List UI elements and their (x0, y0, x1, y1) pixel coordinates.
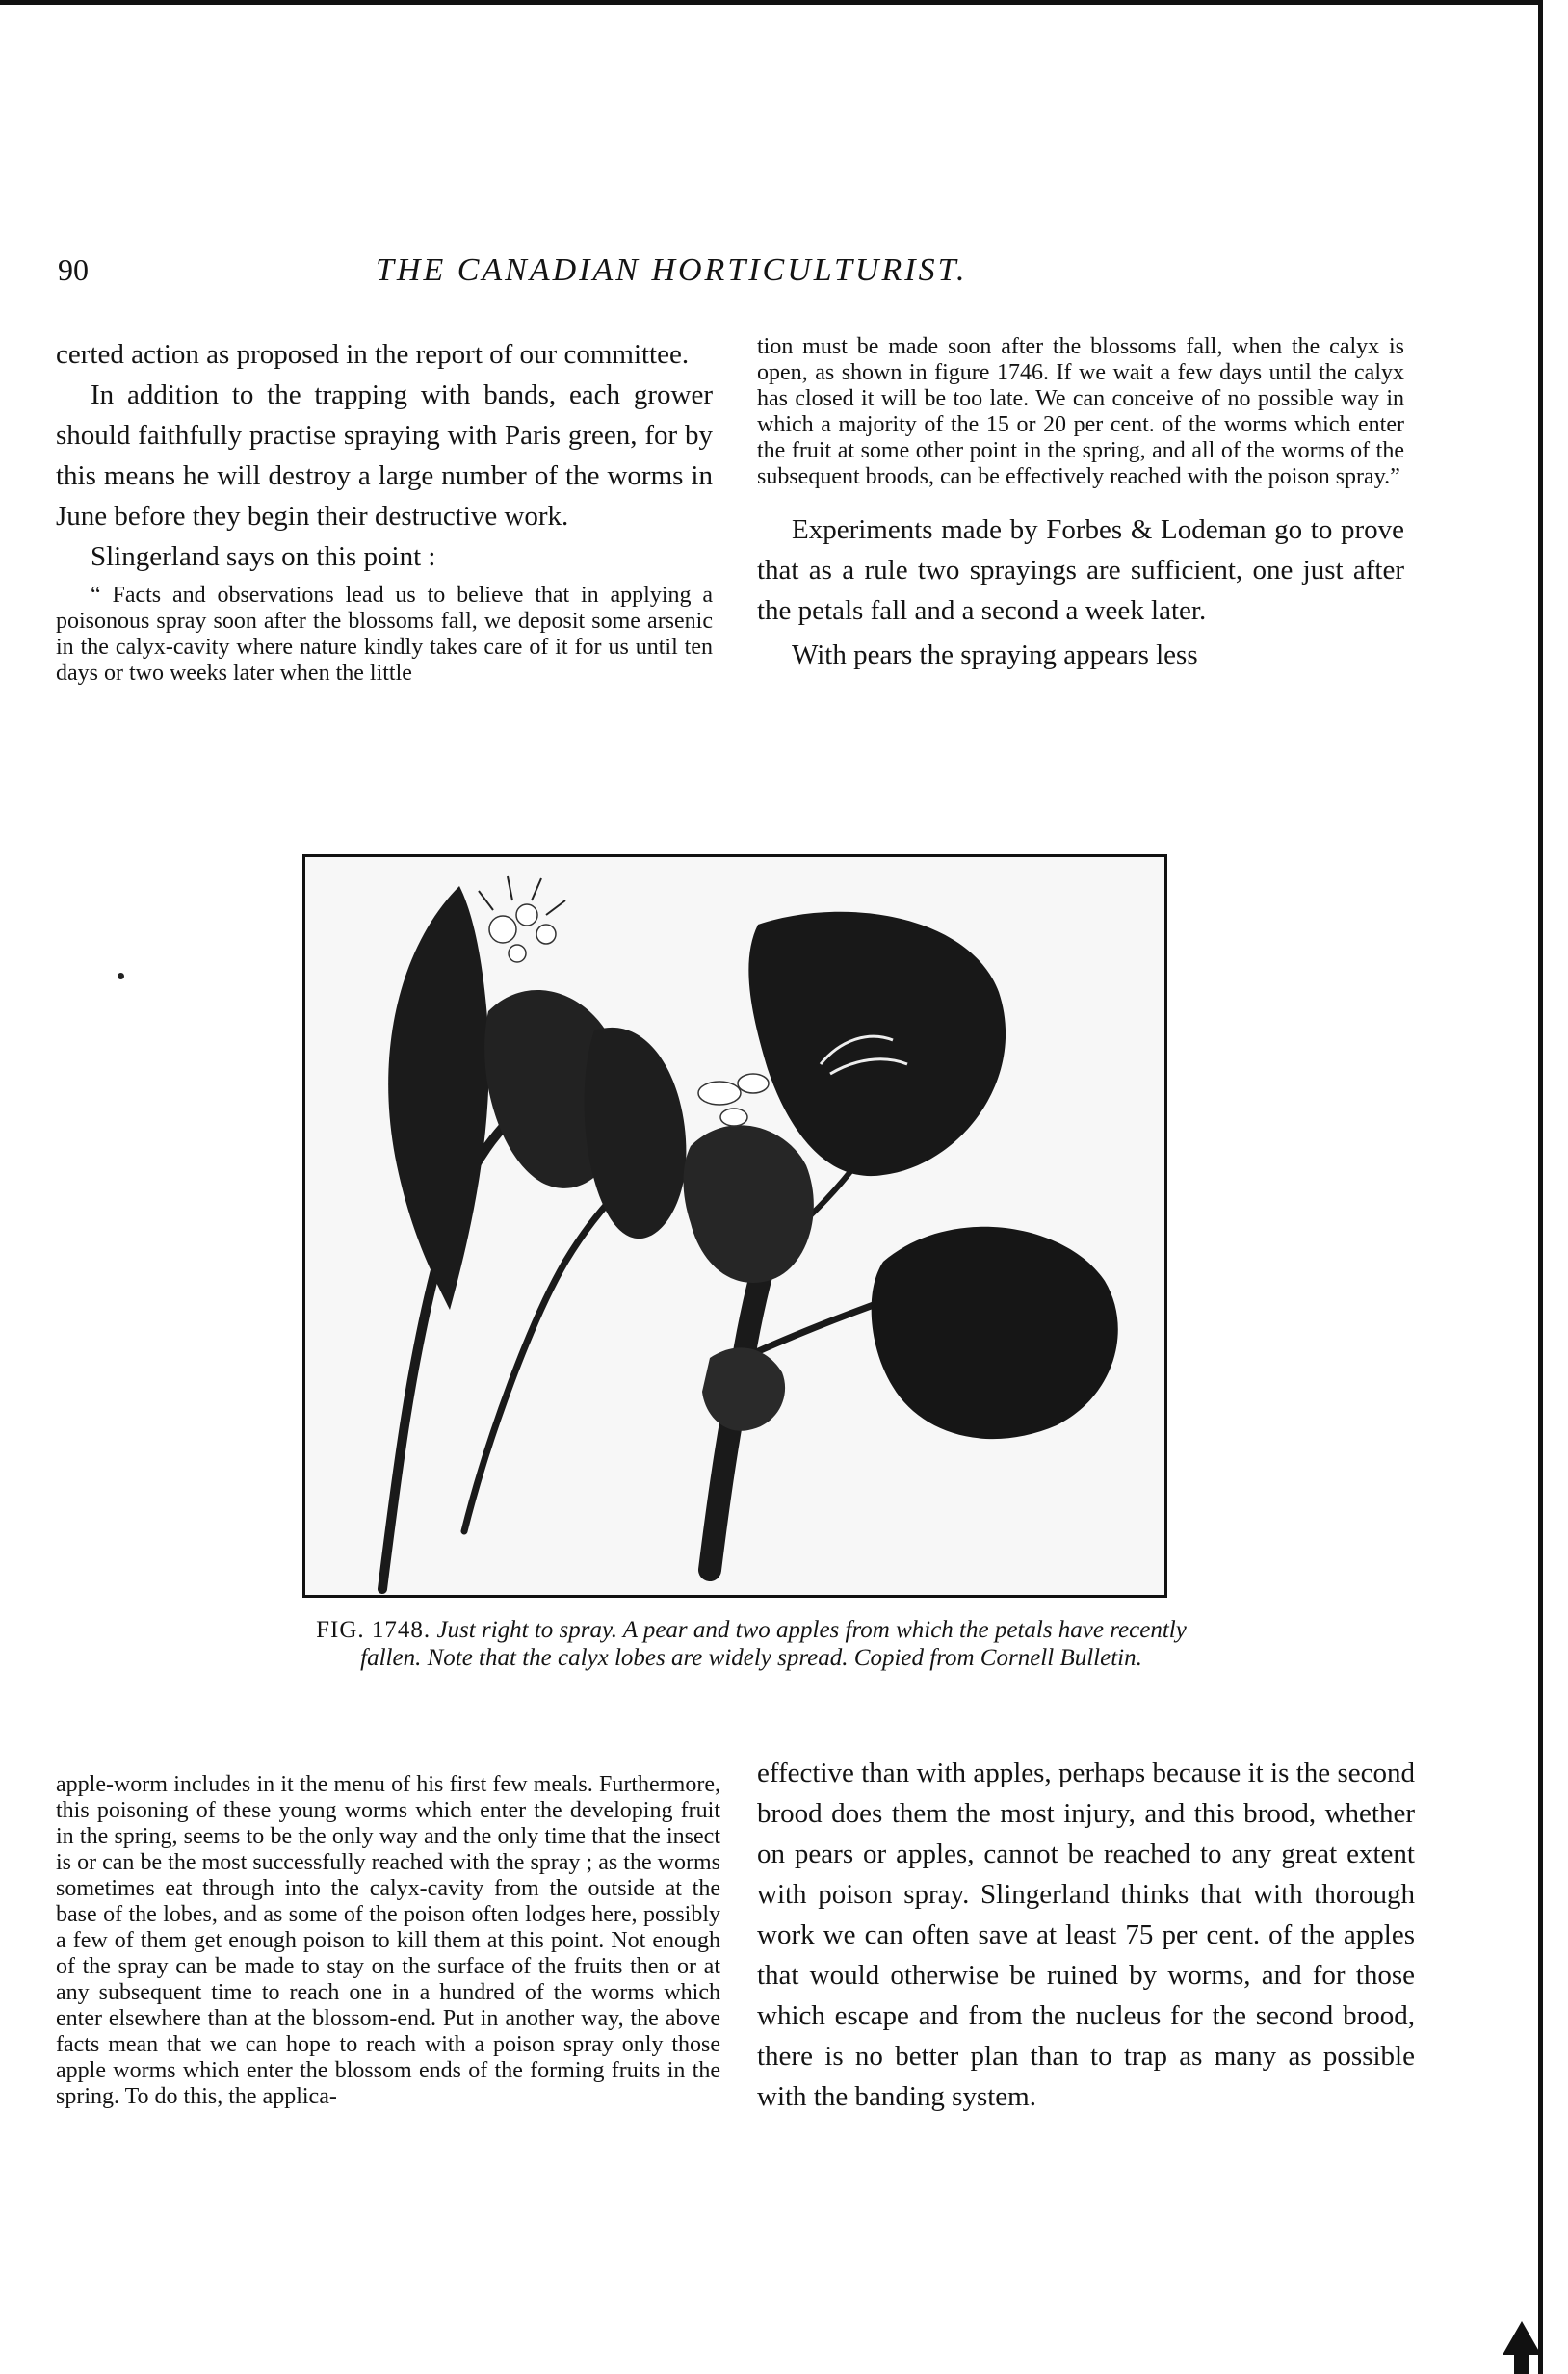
running-head: THE CANADIAN HORTICULTURIST. (376, 252, 968, 288)
paragraph: Experiments made by Forbes & Lodeman go to prove that as a rule two sprayings are sufficient, one just after the petals fall and a second a week later. (757, 514, 1404, 626)
block-quote: “ Facts and observations lead us to believe that in applying a poisonous spray soon after the blossoms fall, we deposit some arsenic in the calyx-cavity where nature kindly takes care of it for us until ten days or two weeks later when the little (56, 583, 713, 686)
block-quote: apple-worm includes in it the menu of his first few meals. Furthermore, this poisoning of these young worms which enter the developing fruit in the spring, seems to be the only way and the only time that the insect is or can be the most successfully reached with the spray ; as the worms sometimes eat through into the calyx-cavity from the outside at the base of the lobes, and as some of the poison often lodges here, possibly a few of them get enough poison to kill them at this point. Not enough of the spray can be made to stay on the surface of the fruits then or at any subsequent time to reach one in a hundred of the worms which enter elsewhere than at the blossom-end. Put in another way, the above facts mean that we can hope to reach with a poison spray only those apple worms which enter the blossom ends of the forming fruits in the spring. To do this, the applica- (56, 1772, 720, 2109)
paragraph: certed action as proposed in the report of our committee. (56, 339, 690, 370)
figure-caption (308, 1616, 1194, 1672)
pear-and-apple-blossoms-illustration (305, 857, 1164, 1595)
block-quote: tion must be made soon after the blossoms fall, when the calyx is open, as shown in figure 1746. If we wait a few days until the calyx has closed it will be too late. We can conceive of no possible way in which a majority of the 15 or 20 per cent. of the worms which enter the fruit at some other point in the spring, and all of the worms of the subsequent broods, can be effectively reached with the poison spray.” (757, 334, 1404, 489)
column-bottom-right (757, 1753, 1415, 2117)
column-bottom-left (56, 1772, 720, 2110)
corner-arrow-mark (1503, 2321, 1541, 2374)
figure-photo (302, 854, 1167, 1598)
figure-caption-text: Just right to spray. A pear and two apples from which the petals have recently fallen. Note that the calyx lobes are widely spread. Copied from Cornell Bulletin. (360, 1617, 1187, 1671)
right-border-rule (1538, 0, 1543, 2374)
column-top-left (56, 334, 713, 687)
paragraph: With pears the spraying appears less (792, 639, 1198, 670)
paragraph: In addition to the trapping with bands, each grower should faithfully practise spraying with Paris green, for by this means he will destroy a large number of the worms in June before they begin their destructive work. (56, 379, 713, 532)
top-border-rule (0, 0, 1541, 5)
figure-label: FIG. 1748. (316, 1617, 431, 1643)
paragraph: effective than with apples, perhaps because it is the second brood does them the most injury, and this brood, whether on pears or apples, cannot be reached to any great extent with poison spray. Slingerland thinks that with thorough work we can often save at least 75 per cent. of the apples that would otherwise be ruined by worms, and for those which escape and from the nucleus for the second brood, there is no better plan than to trap as many as possible with the banding system. (757, 1758, 1415, 2112)
stray-dot (118, 973, 124, 979)
column-top-right (757, 334, 1404, 675)
page-number: 90 (58, 252, 89, 287)
paragraph: Slingerland says on this point : (91, 541, 436, 572)
page-header (58, 252, 1406, 291)
